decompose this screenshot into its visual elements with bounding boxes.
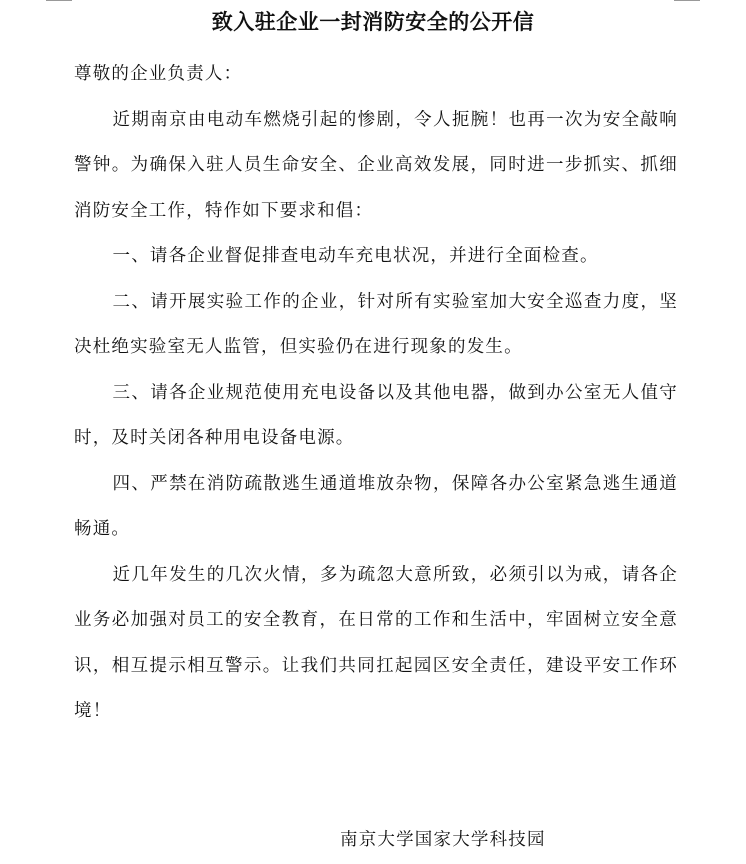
crop-mark-right bbox=[674, 0, 700, 1]
salutation: 尊敬的企业负责人： bbox=[74, 64, 243, 84]
paragraph-closing: 近几年发生的几次火情，多为疏忽大意所致，必须引以为戒，请各企业务必加强对员工的安全教育，在日常的工作和生活中，牢固树立安全意识，相互提示相互警示。让我们共同扛起园区安全责任，建设平安工作环境！ bbox=[74, 564, 678, 721]
signature: 南京大学国家大学科技园 bbox=[340, 830, 546, 850]
letter-body bbox=[74, 52, 678, 735]
paragraph-item-2: 二、请开展实验工作的企业，针对所有实验室加大安全巡查力度，坚决杜绝实验室无人监管，但实验仍在进行现象的发生。 bbox=[74, 291, 678, 357]
paragraph-item-3: 三、请各企业规范使用充电设备以及其他电器，做到办公室无人值守时，及时关闭各种用电设备电源。 bbox=[74, 382, 678, 448]
crop-mark-left bbox=[46, 0, 72, 1]
paragraph-intro: 近期南京由电动车燃烧引起的惨剧，令人扼腕！也再一次为安全敲响警钟。为确保入驻人员生命安全、企业高效发展，同时进一步抓实、抓细消防安全工作，特作如下要求和倡： bbox=[74, 109, 678, 221]
paragraph-item-1: 一、请各企业督促排查电动车充电状况，并进行全面检查。 bbox=[112, 246, 599, 266]
paragraph-item-4: 四、严禁在消防疏散逃生通道堆放杂物，保障各办公室紧急逃生通道畅通。 bbox=[74, 473, 678, 539]
letter-title: 致入驻企业一封消防安全的公开信 bbox=[211, 10, 535, 34]
